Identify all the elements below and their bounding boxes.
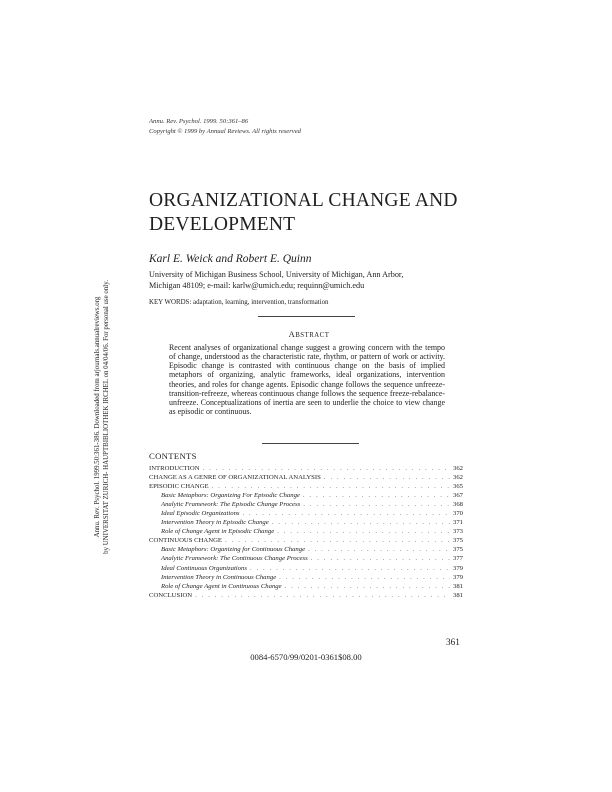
- journal-citation-line: Annu. Rev. Psychol. 1999. 50:361–86: [149, 118, 249, 125]
- toc-entry-conclusion[interactable]: [149, 591, 463, 600]
- toc-label: Basic Metaphors: Organizing For Episodic Change: [161, 492, 300, 500]
- toc-leader: [324, 473, 450, 482]
- toc-subentry[interactable]: [149, 500, 463, 509]
- toc-label: INTRODUCTION: [149, 465, 200, 472]
- abstract-heading: [149, 329, 469, 339]
- toc-label: CONTINUOUS CHANGE: [149, 537, 223, 545]
- toc-subentry[interactable]: [149, 582, 463, 591]
- article-title: [149, 189, 458, 237]
- divider-bottom: [262, 443, 359, 444]
- toc-label: Intervention Theory in Episodic Change: [161, 519, 269, 527]
- toc-subentry[interactable]: [149, 509, 463, 518]
- toc-label: Intervention Theory in Continuous Change: [161, 573, 277, 581]
- toc-page: 368: [452, 501, 463, 509]
- toc-subentry[interactable]: [149, 518, 463, 527]
- toc-subentry[interactable]: [149, 564, 463, 573]
- toc-page: 381: [452, 582, 463, 590]
- toc-leader: [225, 536, 450, 545]
- toc-subentry[interactable]: [149, 491, 463, 500]
- affiliation-line-1: University of Michigan Business School, University of Michigan, Ann Arbor,: [149, 270, 404, 279]
- toc-leader: [277, 527, 450, 536]
- toc-label: Ideal Episodic Organizations: [161, 510, 240, 518]
- toc-label: Role of Change Agent in Continuous Change: [161, 582, 282, 590]
- abstract-heading-initial: A: [288, 329, 296, 339]
- toc-page: 373: [452, 528, 463, 536]
- toc-entry-continuous-change[interactable]: [149, 536, 463, 545]
- toc-leader: [243, 509, 450, 518]
- toc-page: 379: [452, 573, 463, 581]
- divider-top: [258, 316, 355, 317]
- toc-label: CONCLUSION: [149, 591, 193, 599]
- toc-page: 370: [452, 510, 463, 518]
- toc-subentry[interactable]: [149, 545, 463, 554]
- toc-leader: [250, 564, 450, 573]
- toc-label: Analytic Framework: The Episodic Change Process: [161, 501, 301, 509]
- toc-label: Ideal Continuous Organizations: [161, 564, 247, 572]
- toc-leader: [212, 482, 450, 491]
- page-number: 361: [446, 637, 460, 647]
- toc-leader: [308, 545, 450, 554]
- toc-leader: [311, 554, 450, 563]
- copyright-line: Copyright © 1999 by Annual Reviews. All rights reserved: [149, 127, 301, 135]
- toc-subentry[interactable]: [149, 573, 463, 582]
- toc-subentry[interactable]: [149, 554, 463, 563]
- toc-leader: [285, 582, 450, 591]
- abstract-heading-rest: BSTRACT: [295, 332, 330, 339]
- toc-leader: [195, 591, 450, 600]
- download-notice-line-2: by UNIVERSITAT ZURICH- HAUPTBIBLIOTHEK IRCHEL on 04/04/06. For personal use only.: [103, 280, 110, 554]
- abstract-text: Recent analyses of organizational change suggest a growing concern with the tempo of change, understood as the characteristic rate, rhythm, or pattern of work or activity. Episodic change is contrasted with continuous change on the basis of implied metaphors of organizing, analytic frameworks, ideal organizations, intervention theories, and roles for change agents. Episodic change follows the sequence unfreeze-transition-refreeze, whereas continuous change follows the sequence freeze-rebalance-unfreeze. Conceptualizations of inertia are seen to underlie the choice to view change as episodic or continuous.: [169, 343, 445, 417]
- toc-label: CHANGE AS A GENRE OF ORGANIZATIONAL ANALYSIS: [149, 474, 321, 482]
- toc-label: Role of Change Agent in Episodic Change: [161, 528, 275, 536]
- toc-label: Analytic Framework: The Continuous Change Process: [161, 555, 308, 563]
- toc-page: 381: [452, 591, 463, 599]
- toc-entry-change-genre[interactable]: [149, 473, 463, 482]
- title-line-2: DEVELOPMENT: [149, 214, 296, 235]
- keywords: KEY WORDS: adaptation, learning, intervention, transformation: [149, 299, 329, 306]
- toc-page: 371: [452, 519, 463, 527]
- toc-page: 362: [452, 465, 463, 472]
- toc-label: Basic Metaphors: Organizing for Continuous Change: [161, 546, 306, 554]
- affiliation: [149, 270, 459, 291]
- toc-entry-introduction[interactable]: [149, 464, 463, 473]
- toc-leader: [279, 573, 450, 582]
- toc-page: 367: [452, 492, 463, 500]
- table-of-contents: [149, 464, 463, 600]
- toc-page: 375: [452, 537, 463, 545]
- toc-page: 365: [452, 483, 463, 491]
- toc-leader: [303, 500, 450, 509]
- toc-label: EPISODIC CHANGE: [149, 483, 209, 491]
- toc-page: 377: [452, 555, 463, 563]
- toc-subentry[interactable]: [149, 527, 463, 536]
- toc-page: 375: [452, 546, 463, 554]
- download-notice-line-1: Annu. Rev. Psychol. 1999.50:361-386. Downloaded from arjournals.annualreviews.org: [93, 296, 101, 538]
- toc-leader: [303, 491, 450, 500]
- toc-entry-episodic-change[interactable]: [149, 482, 463, 491]
- title-line-1: ORGANIZATIONAL CHANGE AND: [149, 190, 458, 211]
- toc-page: 362: [452, 474, 463, 482]
- toc-page: 379: [452, 564, 463, 572]
- toc-leader: [272, 518, 450, 527]
- toc-leader: [203, 464, 450, 473]
- issn-line: 0084-6570/99/0201-0361$08.00: [250, 652, 362, 662]
- journal-reference: [149, 117, 301, 136]
- affiliation-line-2: Michigan 48109; e-mail: karlw@umich.edu; requinn@umich.edu: [149, 280, 365, 290]
- authors: Karl E. Weick and Robert E. Quinn: [149, 253, 312, 265]
- contents-heading: CONTENTS: [149, 451, 197, 461]
